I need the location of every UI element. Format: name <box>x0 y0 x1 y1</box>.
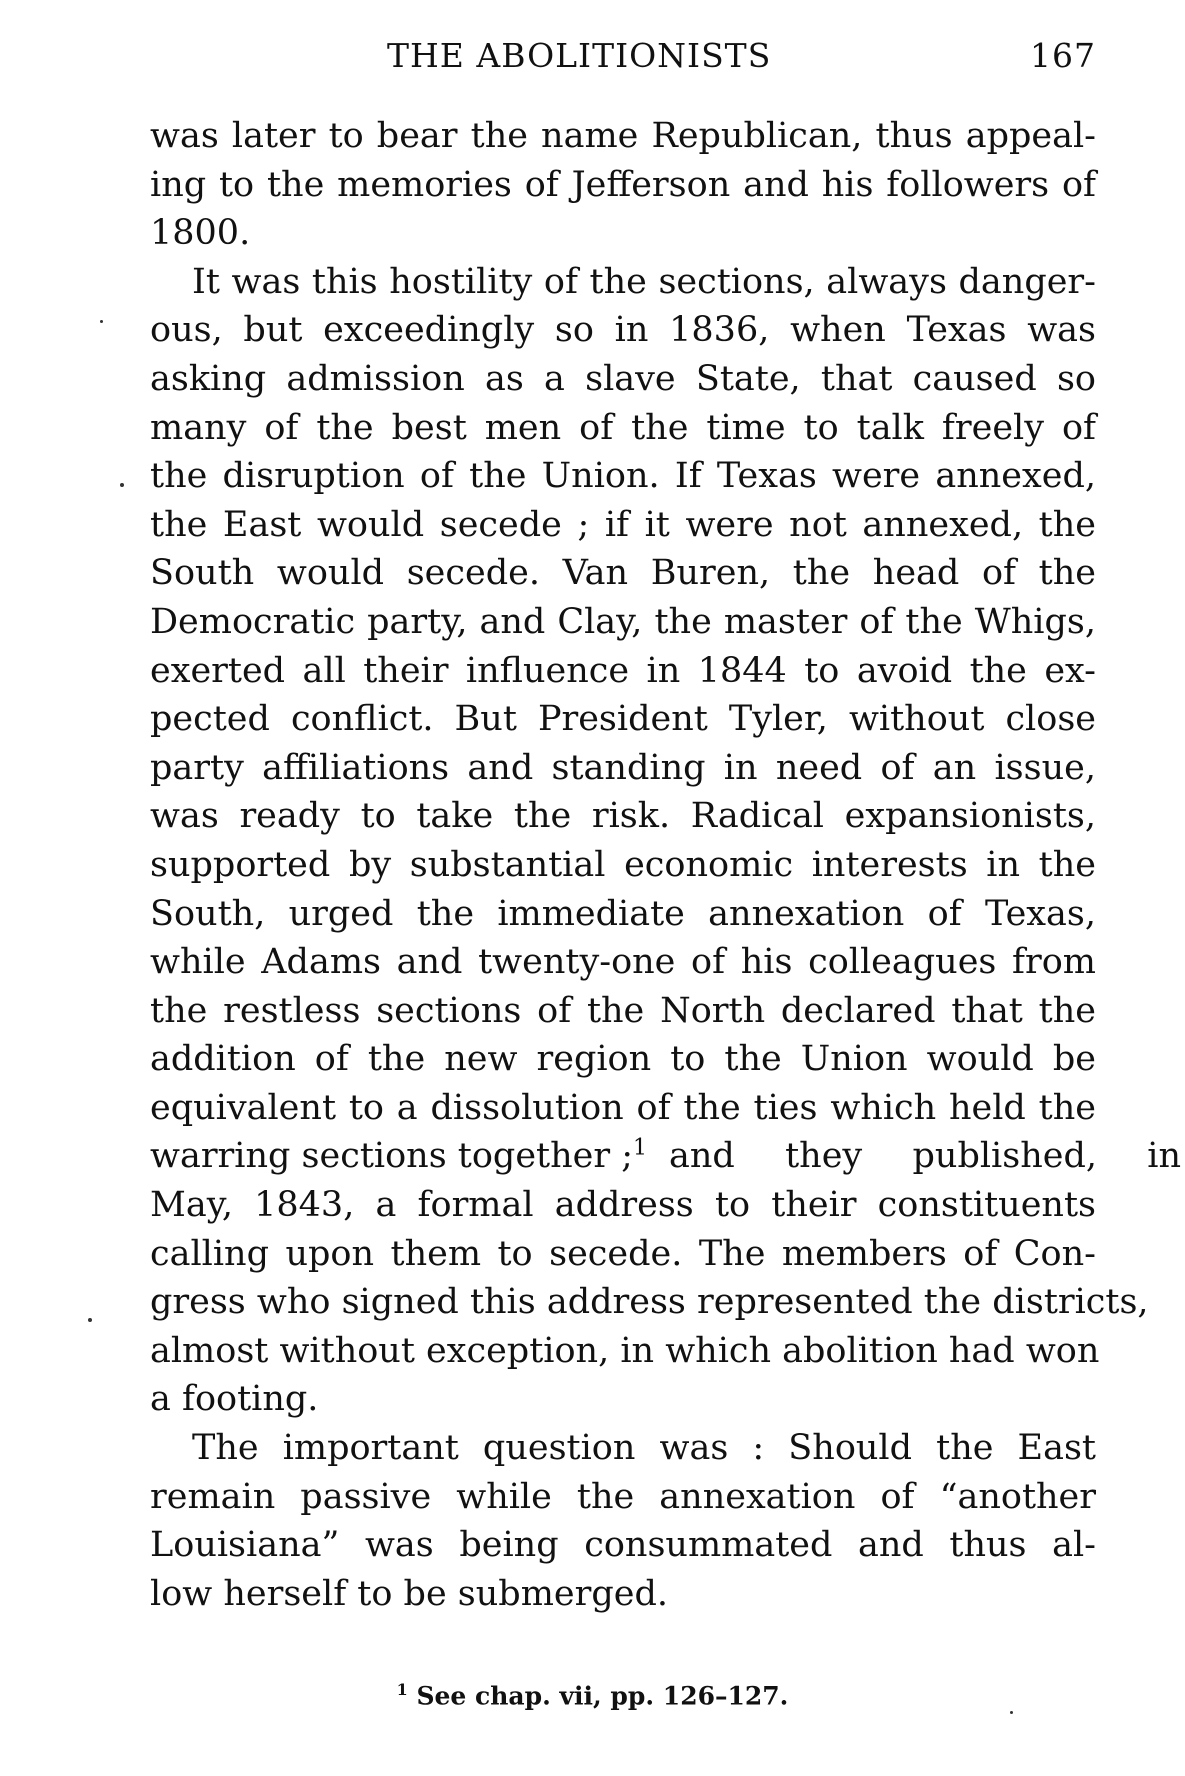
footnote-text: See chap. vii, pp. 126–127. <box>416 1681 789 1711</box>
text-line: supported by substantial economic interests in the <box>150 844 1096 885</box>
text-line: South, urged the immediate annexation of Texas, <box>150 893 1096 934</box>
scan-speck <box>1010 1711 1013 1714</box>
text-line: gress who signed this address represented the districts, <box>150 1282 1149 1323</box>
running-head <box>150 36 1096 84</box>
text-line: ous, but exceedingly so in 1836, when Texas was <box>150 310 1096 351</box>
text-line: 1800. <box>150 213 251 254</box>
text-line: was ready to take the risk. Radical expansionists, <box>150 796 1096 837</box>
footnote <box>0 1680 1185 1710</box>
text-fragment: warring sections together ; <box>150 1136 634 1177</box>
text-line: while Adams and twenty-one of his colleagues from <box>150 942 1096 983</box>
text-line: the disruption of the Union. If Texas were annexed, <box>150 456 1096 497</box>
text-fragment: and they published, in <box>669 1136 1182 1177</box>
scan-speck <box>88 1318 92 1322</box>
text-line: calling upon them to secede. The members of Con- <box>150 1233 1096 1274</box>
text-line: Louisiana” was being consummated and thus al- <box>150 1525 1096 1566</box>
text-line: pected conflict. But President Tyler, without close <box>150 699 1096 740</box>
page-number: 167 <box>1030 36 1096 75</box>
running-title: THE ABOLITIONISTS <box>387 36 772 75</box>
text-line: It was this hostility of the sections, always danger- <box>192 261 1096 302</box>
footnote-reference: 1 <box>633 1135 648 1161</box>
scan-speck <box>120 483 124 487</box>
text-line: exerted all their influence in 1844 to avoid the ex- <box>150 650 1096 691</box>
text-line: equivalent to a dissolution of the ties which held the <box>150 1087 1096 1128</box>
footnote-mark: 1 <box>396 1680 408 1699</box>
text-line: ing to the memories of Jefferson and his followers of <box>150 164 1096 205</box>
text-line: The important question was : Should the East <box>192 1428 1096 1469</box>
text-line: the East would secede ; if it were not annexed, the <box>150 504 1096 545</box>
text-line: South would secede. Van Buren, the head of the <box>150 553 1096 594</box>
body-text <box>150 112 1182 1618</box>
text-line: party affiliations and standing in need of an issue, <box>150 747 1096 788</box>
text-line: almost without exception, in which abolition had won <box>150 1330 1100 1371</box>
text-line: Democratic party, and Clay, the master of the Whigs, <box>150 601 1096 642</box>
text-line: was later to bear the name Republican, thus appeal- <box>150 116 1096 156</box>
scan-speck <box>100 320 103 323</box>
text-line: many of the best men of the time to talk freely of <box>150 407 1096 448</box>
text-line: May, 1843, a formal address to their constituents <box>150 1185 1096 1226</box>
text-line: a footing. <box>150 1379 319 1420</box>
text-line: the restless sections of the North declared that the <box>150 990 1096 1031</box>
text-line: remain passive while the annexation of “another <box>150 1476 1096 1517</box>
text-line-with-footnote-ref <box>150 1132 1182 1181</box>
text-line: asking admission as a slave State, that caused so <box>150 358 1096 399</box>
text-line: low herself to be submerged. <box>150 1573 668 1614</box>
text-line: addition of the new region to the Union would be <box>150 1039 1096 1080</box>
